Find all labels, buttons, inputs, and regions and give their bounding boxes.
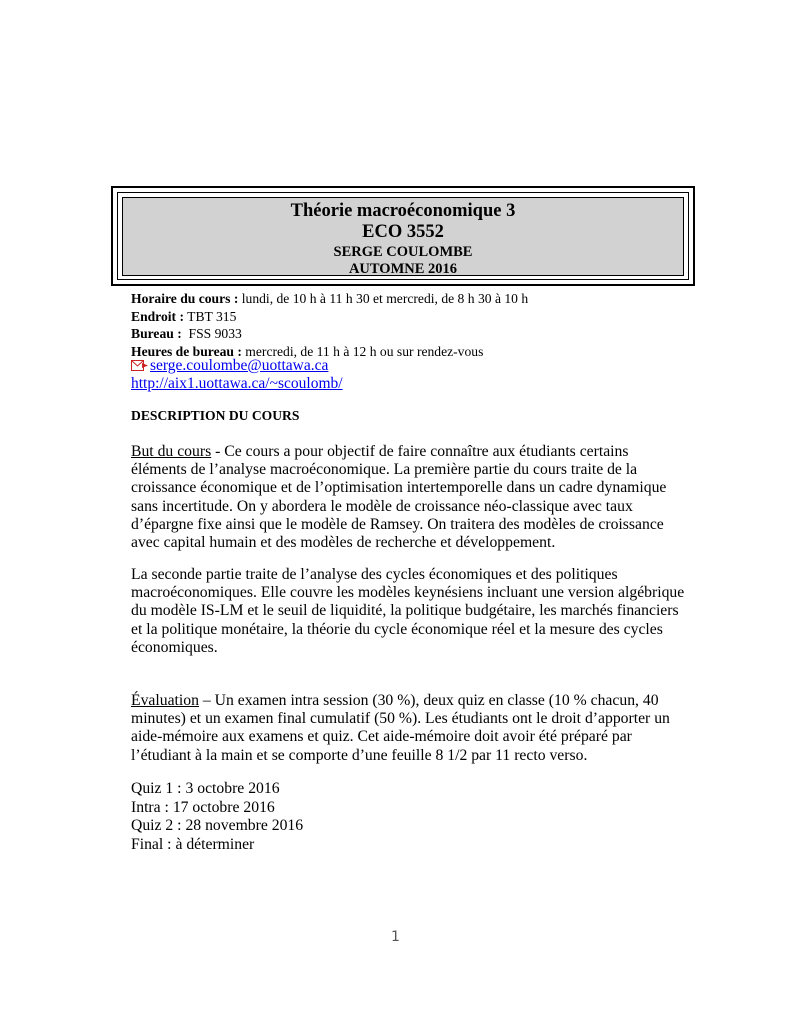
office-label: Bureau : — [131, 326, 182, 341]
office-value: FSS 9033 — [181, 326, 242, 341]
second-line: du modèle IS-LM et le seuil de liquidité, la politique budgétaire, les marchés financiers — [131, 602, 679, 620]
second-part-paragraph — [131, 566, 691, 657]
office-hours-value: mercredi, de 11 h à 12 h ou sur rendez-vous — [241, 343, 484, 359]
goal-label: But du cours — [131, 443, 212, 460]
second-line: macroéconomiques. Elle couvre les modèles keynésiens incluant une version algébrique — [131, 584, 685, 602]
course-info — [131, 290, 528, 360]
website-link[interactable]: http://aix1.uottawa.ca/~scoulomb/ — [131, 375, 343, 392]
schedule-row — [131, 290, 528, 308]
location-label: Endroit : — [131, 308, 185, 324]
date-item: Quiz 2 : 28 novembre 2016 — [131, 817, 304, 834]
date-item: Intra : 17 octobre 2016 — [131, 798, 275, 816]
envelope-icon — [131, 358, 148, 369]
evaluation-line: minutes) et un examen final cumulatif (50 %). Les étudiants ont le droit d’apporter un — [131, 710, 670, 728]
location-row — [131, 308, 528, 326]
schedule-value: lundi, de 10 h à 11 h 30 et mercredi, de 8 h 30 à 10 h — [238, 291, 529, 306]
office-hours-label: Heures de bureau : — [131, 343, 242, 359]
date-item: Final : à déterminer — [131, 835, 255, 853]
location-value: TBT 315 — [184, 308, 237, 324]
evaluation-label: Évaluation — [131, 692, 199, 709]
goal-line: d’épargne fixe ainsi que le modèle de Ramsey. On traitera des modèles de croissance — [131, 515, 664, 533]
schedule-label: Horaire du cours : — [131, 291, 239, 306]
second-line: économiques. — [131, 638, 218, 656]
email-row[interactable] — [131, 357, 328, 375]
date-item: Quiz 1 : 3 octobre 2016 — [131, 780, 280, 797]
evaluation-paragraph — [131, 692, 691, 765]
course-title: Théorie macroéconomique 3 — [290, 201, 516, 221]
goal-line: avec capital humain et des modèles de recherche et développement. — [131, 534, 556, 552]
goal-line: sans incertitude. On y abordera le modèle de croissance néo-classique avec taux — [131, 497, 633, 515]
evaluation-line: Évaluation – Un examen intra session (30 %), deux quiz en classe (10 % chacun, 40 — [131, 692, 659, 709]
exam-dates — [131, 780, 303, 854]
goal-line: But du cours - Ce cours a pour objectif de faire connaître aux étudiants certains — [131, 443, 629, 460]
second-line: La seconde partie traite de l’analyse des cycles économiques et des politiques — [131, 566, 618, 583]
evaluation-line: aide-mémoire aux examens et quiz. Cet aide-mémoire doit avoir été préparé par — [131, 728, 632, 746]
second-line: et la politique monétaire, la théorie du cycle économique réel et la mesure des cycles — [131, 620, 663, 638]
office-row — [131, 325, 528, 343]
instructor-name: SERGE COULOMBE — [333, 244, 473, 260]
goal-line: croissance économique et de l’optimisation intertemporelle dans un cadre dynamique — [131, 479, 667, 497]
course-code: ECO 3552 — [362, 222, 444, 242]
goal-paragraph — [131, 443, 691, 552]
email-link[interactable]: serge.coulombe@uottawa.ca — [150, 357, 329, 374]
term: AUTOMNE 2016 — [348, 261, 458, 277]
goal-line: éléments de l’analyse macroéconomique. La première partie du cours traite de la — [131, 461, 638, 479]
page-number: 1 — [391, 929, 400, 945]
section-heading-description: DESCRIPTION DU COURS — [131, 408, 300, 423]
course-title-box — [122, 197, 684, 276]
evaluation-line: l’étudiant à la main et se comporte d’une feuille 8 1/2 par 11 recto verso. — [131, 746, 588, 764]
